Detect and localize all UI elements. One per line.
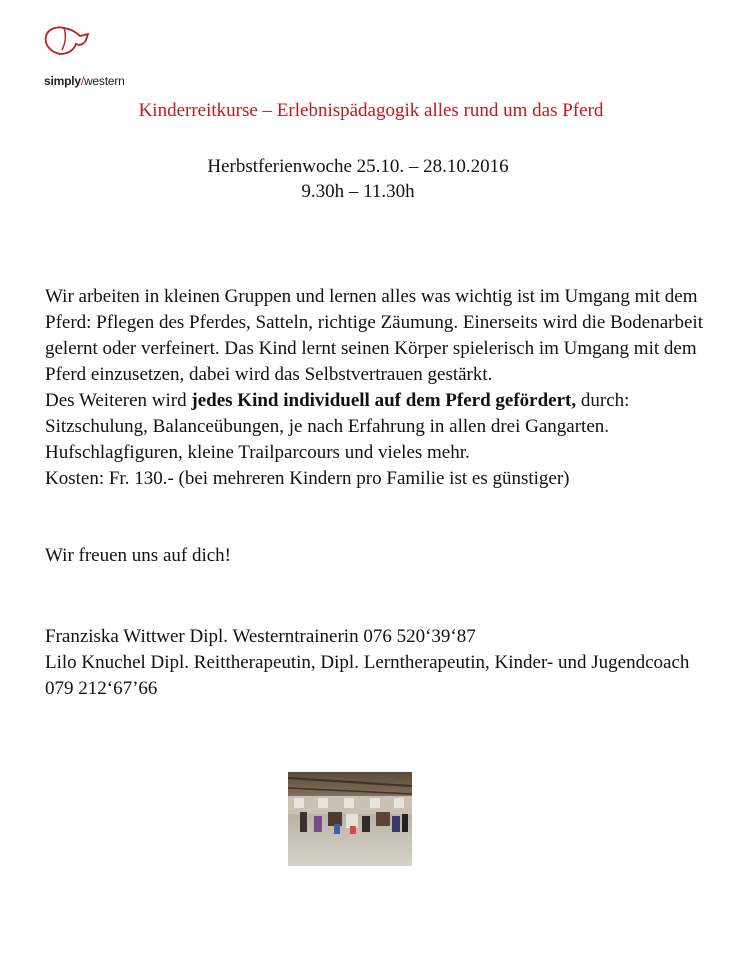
description-individual-suffix: durch: Sitzschulung, Balanceübungen, je nach Erfahrung in allen drei Gangarten. Hufschlagfiguren, kleine Trailparcours und vieles mehr.	[45, 390, 630, 463]
greeting: Wir freuen uns auf dich!	[45, 545, 231, 566]
description-individual-prefix: Des Weiteren wird	[45, 390, 192, 411]
description	[45, 284, 725, 492]
logo-text	[44, 74, 125, 88]
contact-lilo: Lilo Knuchel Dipl. Reittherapeutin, Dipl. Lerntherapeutin, Kinder- und Jugendcoach	[45, 652, 690, 673]
description-cost: Kosten: Fr. 130.- (bei mehreren Kindern pro Familie ist es günstiger)	[45, 468, 570, 489]
page-title: Kinderreitkurse – Erlebnispädagogik alles rund um das Pferd	[138, 100, 604, 121]
description-intro: Wir arbeiten in kleinen Gruppen und lernen alles was wichtig ist im Umgang mit dem Pferd: Pflegen des Pferdes, Satteln, richtige Zäumung. Einerseits wird die Bodenarbeit gelernt oder verfeinert. Das Kind lernt seinen Körper spielerisch im Umgang mit dem Pferd einzusetzen, dabei wird das Selbstvertrauen gestärkt.	[45, 286, 703, 385]
logo-simply: simply	[44, 74, 81, 88]
course-time: 9.30h – 11.30h	[301, 181, 415, 202]
horse-head-icon	[40, 24, 100, 58]
contact-lilo-phone: 079 212‘67’66	[45, 678, 158, 699]
contacts	[45, 624, 725, 702]
logo-western: western	[83, 74, 125, 88]
description-individual	[45, 388, 725, 466]
contact-franziska: Franziska Wittwer Dipl. Westerntrainerin 076 520‘39‘87	[45, 626, 476, 647]
logo	[40, 24, 140, 88]
course-dates	[0, 154, 716, 204]
logo-slash: /	[80, 74, 84, 88]
course-week: Herbstferienwoche 25.10. – 28.10.2016	[207, 156, 509, 177]
riding-arena-image	[288, 772, 412, 866]
description-individual-bold: jedes Kind individuell auf dem Pferd gefördert,	[191, 390, 577, 411]
riding-arena-photo	[288, 772, 412, 866]
